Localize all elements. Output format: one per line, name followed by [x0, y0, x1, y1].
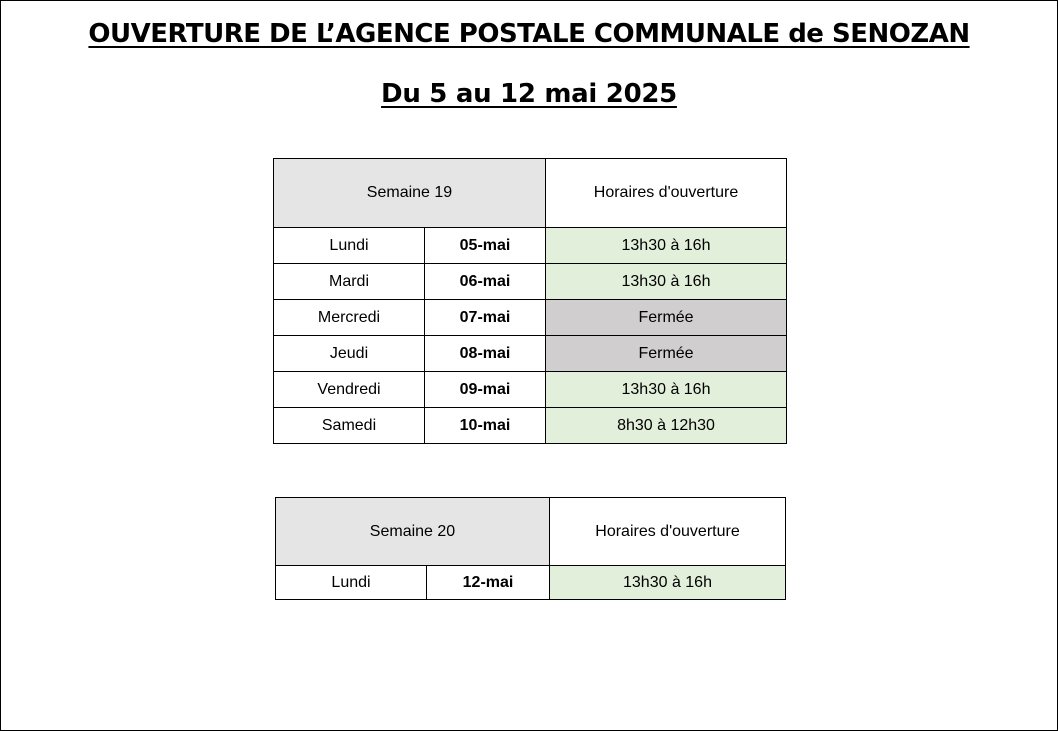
hours-cell: Fermée: [546, 300, 787, 336]
table-row: [274, 264, 787, 300]
table-header-row: [274, 159, 787, 228]
day-cell: Lundi: [276, 566, 427, 600]
week-label: Semaine 19: [274, 159, 546, 228]
table-row: [274, 228, 787, 264]
hours-cell: 13h30 à 16h: [546, 228, 787, 264]
table-row: [276, 566, 786, 600]
date-cell: 07-mai: [425, 300, 546, 336]
table-row: [274, 372, 787, 408]
schedule-table-week-19: [273, 158, 787, 444]
hours-cell: Fermée: [546, 336, 787, 372]
table-row: [274, 408, 787, 444]
date-range-subtitle: Du 5 au 12 mai 2025: [381, 79, 677, 109]
day-cell: Mardi: [274, 264, 425, 300]
day-cell: Vendredi: [274, 372, 425, 408]
schedule-table-week-20: [275, 497, 786, 600]
table-header-row: [276, 498, 786, 566]
table-row: [274, 336, 787, 372]
day-cell: Jeudi: [274, 336, 425, 372]
hours-cell: 13h30 à 16h: [550, 566, 786, 600]
day-cell: Samedi: [274, 408, 425, 444]
page-title: OUVERTURE DE L’AGENCE POSTALE COMMUNALE de SENOZAN: [88, 19, 970, 49]
date-cell: 12-mai: [427, 566, 550, 600]
hours-cell: 8h30 à 12h30: [546, 408, 787, 444]
week-label: Semaine 20: [276, 498, 550, 566]
date-cell: 08-mai: [425, 336, 546, 372]
table-row: [274, 300, 787, 336]
date-cell: 10-mai: [425, 408, 546, 444]
day-cell: Mercredi: [274, 300, 425, 336]
date-cell: 05-mai: [425, 228, 546, 264]
hours-column-header: Horaires d'ouverture: [546, 159, 787, 228]
date-cell: 09-mai: [425, 372, 546, 408]
hours-column-header: Horaires d'ouverture: [550, 498, 786, 566]
hours-cell: 13h30 à 16h: [546, 372, 787, 408]
hours-cell: 13h30 à 16h: [546, 264, 787, 300]
date-cell: 06-mai: [425, 264, 546, 300]
day-cell: Lundi: [274, 228, 425, 264]
